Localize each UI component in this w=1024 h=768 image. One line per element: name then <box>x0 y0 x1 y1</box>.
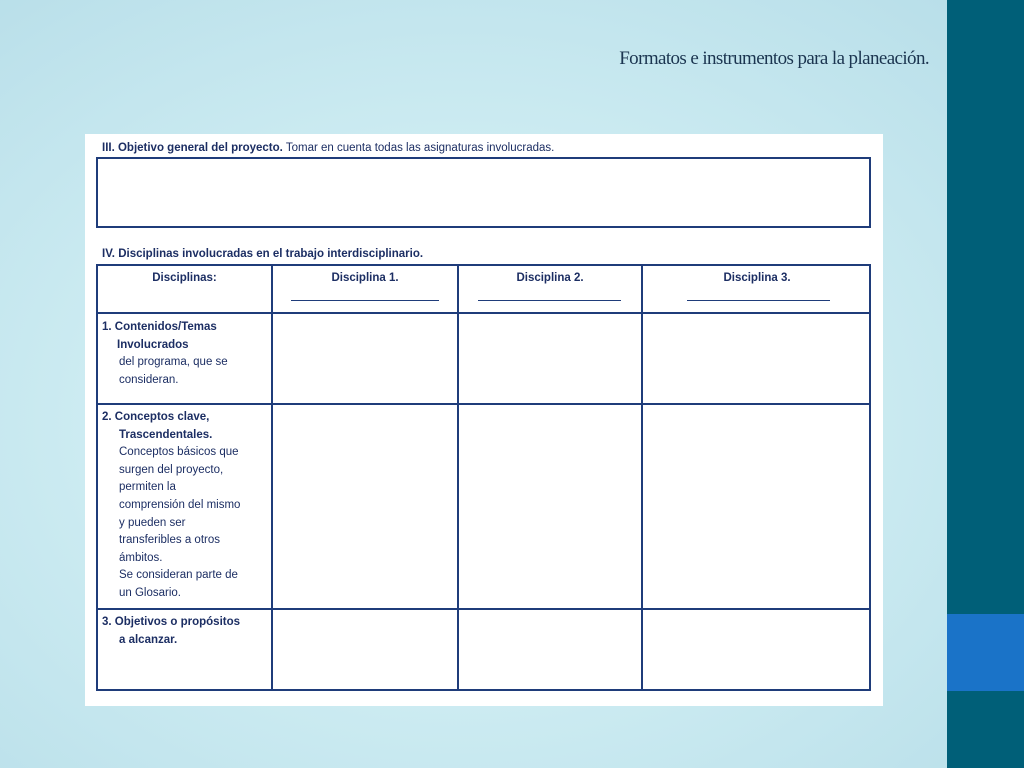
row-1-label: 1. Contenidos/Temas Involucrados del programa, que se consideran. <box>102 321 228 386</box>
cell-row3-disc1[interactable] <box>273 610 457 689</box>
cell-row3-disc2[interactable] <box>459 610 641 689</box>
row-3-label: 3. Objetivos o propósitos a alcanzar. <box>102 616 241 646</box>
header-disciplina-1: Disciplina 1. <box>331 272 399 284</box>
cell-row1-disc2[interactable] <box>459 314 641 403</box>
row-2-label: 2. Conceptos clave, Trascendentales. Conceptos básicos que surgen del proyecto, permiten la comprensión del mismo y pueden ser transferibles a otros ámbitos. Se consideran parte de un Glosario. <box>102 411 241 599</box>
cell-row3-disc3[interactable] <box>643 610 869 689</box>
section-3-heading <box>102 142 554 154</box>
header-disciplina-2: Disciplina 2. <box>516 272 584 284</box>
disciplines-table <box>96 264 871 691</box>
cell-row2-disc1[interactable] <box>273 405 457 608</box>
objective-field[interactable] <box>96 157 871 228</box>
cell-row2-disc2[interactable] <box>459 405 641 608</box>
slide-title: Formatos e instrumentos para la planeación. <box>619 48 929 69</box>
disciplina-1-name-field[interactable] <box>291 300 439 301</box>
header-disciplina-3: Disciplina 3. <box>723 272 791 284</box>
cell-row1-disc1[interactable] <box>273 314 457 403</box>
sidebar-accent-block <box>947 614 1024 691</box>
section-3-instruction: Tomar en cuenta todas las asignaturas involucradas. <box>282 142 555 154</box>
section-4-heading: IV. Disciplinas involucradas en el trabajo interdisciplinario. <box>102 248 424 260</box>
cell-row2-disc3[interactable] <box>643 405 869 608</box>
cell-row1-disc3[interactable] <box>643 314 869 403</box>
disciplina-3-name-field[interactable] <box>687 300 830 301</box>
disciplina-2-name-field[interactable] <box>478 300 621 301</box>
form-document <box>85 134 883 706</box>
section-3-title: III. Objetivo general del proyecto. <box>102 142 283 154</box>
header-disciplinas: Disciplinas: <box>152 272 217 284</box>
